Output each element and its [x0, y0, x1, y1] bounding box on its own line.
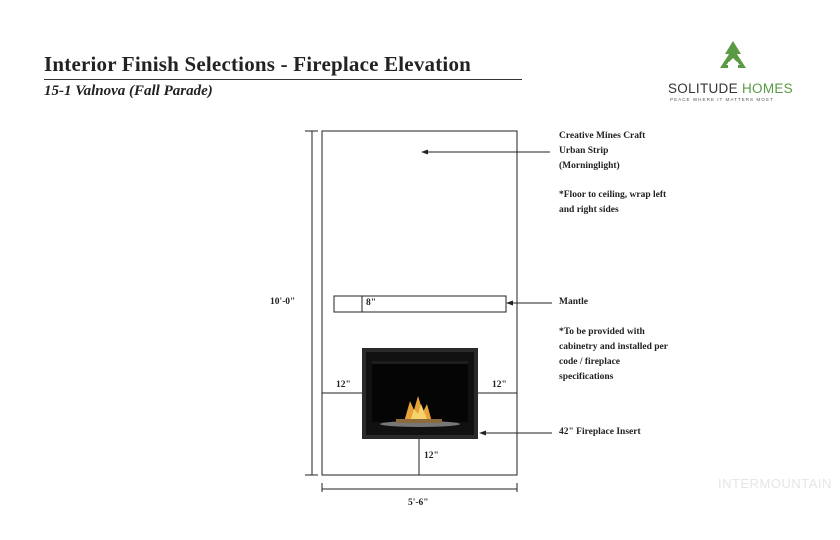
left-clearance-label: 12": [336, 380, 351, 390]
mantle-depth-label: 8": [366, 298, 377, 308]
mantle-callout: Mantle: [559, 297, 589, 307]
page-title: Interior Finish Selections - Fireplace Elevation: [44, 52, 472, 76]
insert-leader-arrow: [479, 431, 552, 436]
finish-note-callout: *Floor to ceiling, wrap left and right sides: [559, 190, 667, 215]
width-dimension-label: 5'-6": [408, 498, 429, 508]
mantle-leader-arrow: [506, 301, 552, 306]
height-dimension-label: 10'-0": [270, 297, 296, 307]
insert-callout: 42" Fireplace Insert: [559, 427, 641, 437]
logo-tagline: PEACE WHERE IT MATTERS MOST: [670, 97, 774, 102]
right-clearance-label: 12": [492, 380, 507, 390]
finish-material-callout: Creative Mines Craft Urban Strip (Morninglight): [559, 131, 646, 171]
width-dimension-line: [322, 483, 517, 492]
finish-leader-arrow: [421, 150, 550, 155]
height-dimension-line: [305, 131, 318, 475]
mantle: [334, 296, 506, 312]
logo-wordmark: SOLITUDE HOMES: [668, 81, 793, 96]
page-subtitle: 15-1 Valnova (Fall Parade): [44, 83, 213, 99]
mantle-note-callout: *To be provided with cabinetry and installed per code / fireplace specifications: [559, 327, 668, 382]
bottom-clearance-label: 12": [424, 451, 439, 461]
watermark: INTERMOUNTAIN: [718, 476, 832, 491]
fireplace-insert: [362, 348, 478, 439]
